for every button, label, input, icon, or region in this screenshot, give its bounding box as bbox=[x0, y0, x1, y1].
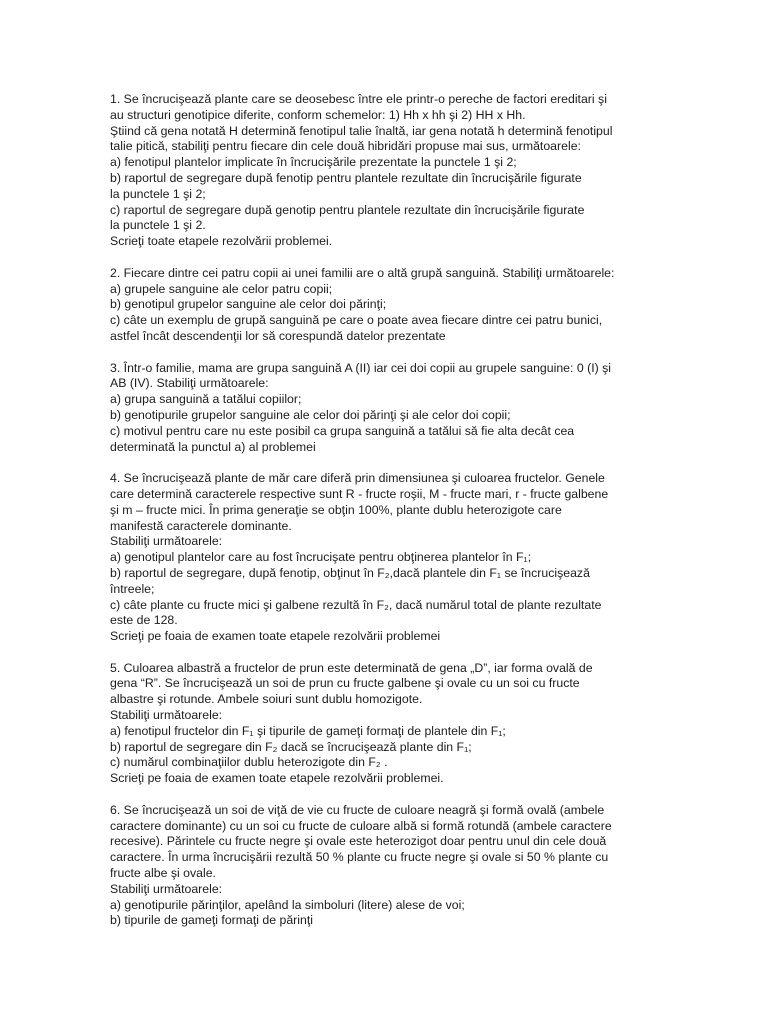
problem-4-line: c) câte plante cu fructe mici şi galbene rezultă în F₂, dacă numărul total de plante rezultate bbox=[110, 597, 602, 612]
problem-3-line: 3. Într-o familie, mama are grupa sanguină A (II) iar cei doi copii au grupele sanguine: 0 (I) şi bbox=[110, 360, 612, 375]
problem-4-line: este de 128. bbox=[110, 613, 178, 628]
problem-6-line: caractere dominante) cu un soi cu fructe de culoare albă si formă rotundă (ambele caractere bbox=[110, 818, 612, 833]
problem-6-line: b) tipurile de gameţi formaţi de părinţi bbox=[110, 913, 313, 928]
problem-3-line: c) motivul pentru care nu este posibil ca grupa sanguină a tatălui să fie alta decât cea bbox=[110, 423, 575, 438]
problem-1-line: a) fenotipul plantelor implicate în încrucişările prezentate la punctele 1 şi 2; bbox=[110, 155, 517, 170]
problem-5-line: Scrieţi pe foaia de examen toate etapele rezolvării problemei. bbox=[110, 771, 444, 786]
problem-5-line: c) numărul combinaţiilor dublu heterozigote din F₂ . bbox=[110, 755, 388, 770]
problem-5-line: 5. Culoarea albastră a fructelor de prun este determinată de gena „D”, iar forma ovală de bbox=[110, 660, 593, 675]
problem-3-line: determinată la punctul a) al problemei bbox=[110, 439, 316, 454]
problem-4-line: manifestă caracterele dominante. bbox=[110, 518, 292, 533]
problem-1 bbox=[110, 92, 670, 250]
problem-4-line: care determină caracterele respective sunt R - fructe roşii, M - fructe mari, r - fructe galbene bbox=[110, 486, 609, 501]
problem-3-line: AB (IV). Stabiliţi următoarele: bbox=[110, 376, 269, 391]
problem-6-line: a) genotipurile părinţilor, apelând la simboluri (litere) alese de voi; bbox=[110, 897, 465, 912]
problem-1-line: Ştiind că gena notată H determină fenotipul talie înaltă, iar gena notată h determină fenotipul bbox=[110, 123, 613, 138]
problem-1-line: au structuri genotipice diferite, conform schemelor: 1) Hh x hh şi 2) HH x Hh. bbox=[110, 107, 526, 122]
problem-1-line: 1. Se încrucişează plante care se deosebesc între ele printr-o pereche de factori ereditari şi bbox=[110, 92, 607, 106]
problem-1-line: la punctele 1 şi 2. bbox=[110, 218, 206, 233]
problem-4-line: şi m – fructe mici. În prima generaţie se obţin 100%, plante dublu heterozigote care bbox=[110, 502, 562, 517]
problem-3-line: a) grupa sanguină a tatălui copiilor; bbox=[110, 392, 302, 407]
problem-6-line: Stabiliţi următoarele: bbox=[110, 881, 223, 896]
document-body bbox=[110, 92, 670, 945]
problem-4-line: 4. Se încrucişează plante de măr care diferă prin dimensiunea şi culoarea fructelor. Genele bbox=[110, 471, 605, 486]
problem-3-line: b) genotipurile grupelor sanguine ale celor doi părinţi şi ale celor doi copii; bbox=[110, 407, 511, 422]
problem-6-line: 6. Se încrucişează un soi de viţă de vie cu fructe de culoare neagră şi formă ovală (ambele bbox=[110, 802, 605, 817]
problem-2-line: 2. Fiecare dintre cei patru copii ai unei familii are o altă grupă sanguină. Stabiliţi următoarele: bbox=[110, 265, 615, 280]
problem-1-line: Scrieţi toate etapele rezolvării problemei. bbox=[110, 234, 333, 249]
problem-5-line: Stabiliţi următoarele: bbox=[110, 708, 223, 723]
problem-2-line: a) grupele sanguine ale celor patru copii; bbox=[110, 281, 333, 296]
problem-5-line: gena “R”. Se încrucişează un soi de prun cu fructe galbene şi ovale cu un soi cu fructe bbox=[110, 676, 580, 691]
problem-2-line: b) genotipul grupelor sanguine ale celor doi părinţi; bbox=[110, 297, 387, 312]
problem-4 bbox=[110, 471, 670, 645]
problem-5-line: b) raportul de segregare din F₂ dacă se încrucişează plante din F₁; bbox=[110, 739, 472, 754]
problem-3 bbox=[110, 361, 670, 456]
problem-6-line: recesive). Părintele cu fructe negre şi ovale este heterozigot doar pentru unul din cele două bbox=[110, 834, 607, 849]
problem-4-line: a) genotipul plantelor care au fost încrucişate pentru obţinerea plantelor în F₁; bbox=[110, 550, 532, 565]
problem-5-line: albastre şi rotunde. Ambele soiuri sunt dublu homozigote. bbox=[110, 692, 423, 707]
problem-6-line: caractere. În urma încrucişării rezultă 50 % plante cu fructe negre şi ovale si 50 % plante cu bbox=[110, 850, 609, 865]
problem-2 bbox=[110, 266, 670, 345]
problem-4-line: Scrieţi pe foaia de examen toate etapele rezolvării problemei bbox=[110, 629, 441, 644]
problem-2-line: astfel încât descendenţii lor să corespundă datelor prezentate bbox=[110, 328, 446, 343]
problem-4-line: Stabiliţi următoarele: bbox=[110, 534, 223, 549]
problem-1-line: b) raportul de segregare după fenotip pentru plantele rezultate din încrucişările figurate bbox=[110, 170, 582, 185]
problem-6-line: fructe albe şi ovale. bbox=[110, 866, 216, 881]
problem-5 bbox=[110, 661, 670, 787]
problem-1-line: la punctele 1 şi 2; bbox=[110, 186, 206, 201]
problem-4-line: b) raportul de segregare, după fenotip, obţinut în F₂,dacă plantele din F₁ se încrucişează bbox=[110, 565, 590, 580]
problem-1-line: c) raportul de segregare după genotip pentru plantele rezultate din încrucişările figurate bbox=[110, 202, 585, 217]
problem-4-line: întreele; bbox=[110, 581, 155, 596]
problem-5-line: a) fenotipul fructelor din F₁ şi tipurile de gameţi formaţi de plantele din F₁; bbox=[110, 723, 506, 738]
problem-6 bbox=[110, 803, 670, 929]
problem-2-line: c) câte un exemplu de grupă sanguină pe care o poate avea fiecare dintre cei patru bunici, bbox=[110, 313, 603, 328]
problem-1-line: talie pitică, stabiliţi pentru fiecare din cele două hibridări propuse mai sus, următoarele: bbox=[110, 139, 581, 154]
